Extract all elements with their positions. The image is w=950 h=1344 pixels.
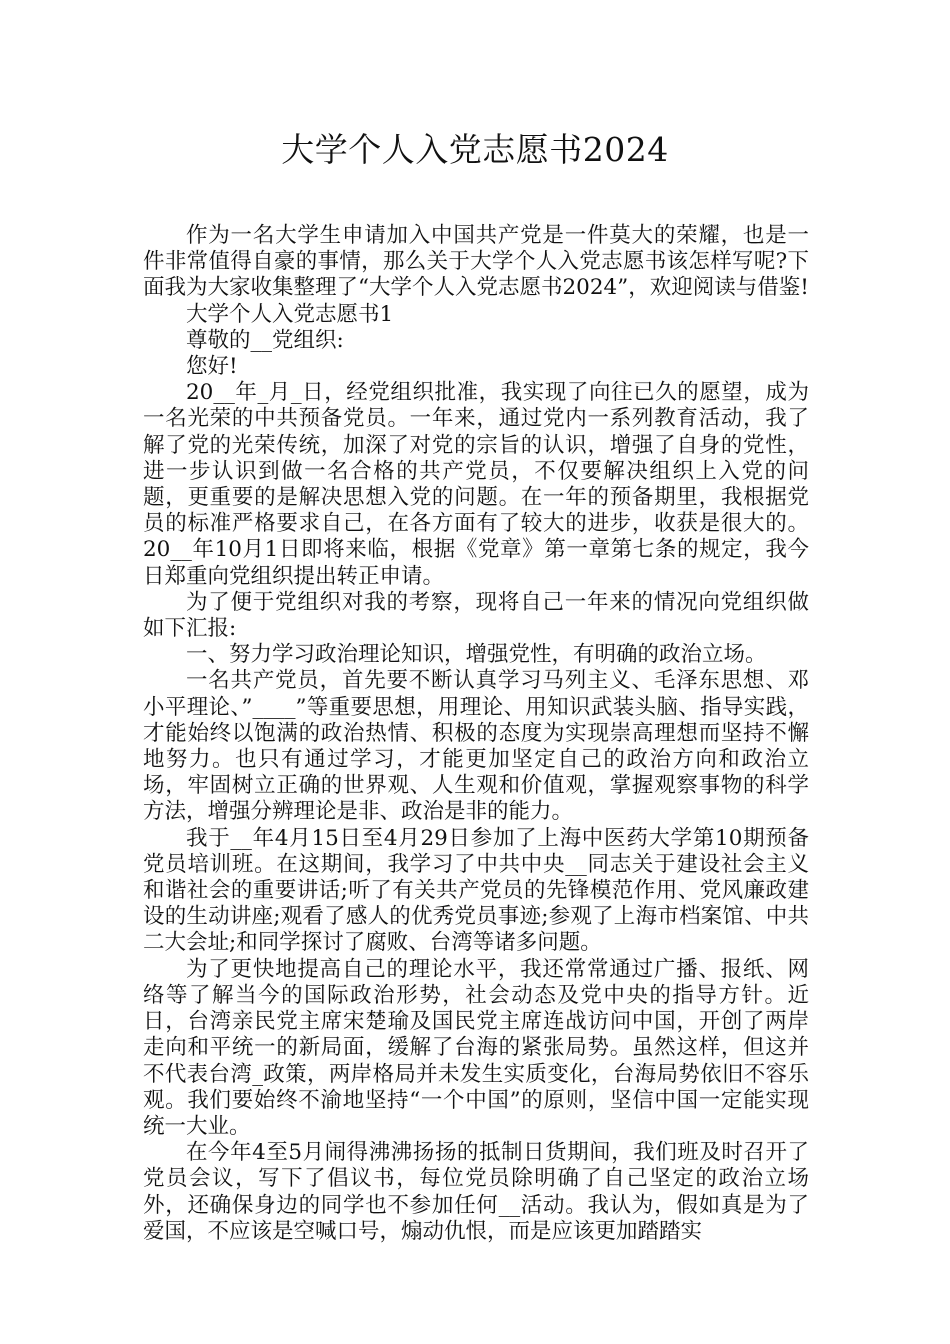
paragraph-heading-1: 大学个人入党志愿书1 xyxy=(186,301,394,327)
paragraph-body-4: 我于__年4月15日至4月29日参加了上海中医药大学第10期预备党员培训班。在这期间，我学习了中共中央__同志关于建设社会主义和谐社会的重要讲话;听了有关共产党员的先锋模范作用、党风廉政建设的生动讲座;观看了感人的优秀党员事迹;参观了上海市档案馆、中共二大会址;和同学探讨了腐败、台湾等诸多问题。 xyxy=(143,825,809,956)
document-title: 大学个人入党志愿书2024 xyxy=(281,130,669,169)
paragraph-intro: 作为一名大学生申请加入中国共产党是一件莫大的荣耀，也是一件非常值得自豪的事情，那么关于大学个人入党志愿书该怎样写呢?下面我为大家收集整理了“大学个人入党志愿书2024”，欢迎阅读与借鉴! xyxy=(143,223,809,301)
paragraph-body-6: 在今年4至5月闹得沸沸扬扬的抵制日货期间，我们班及时召开了党员会议，写下了倡议书，每位党员除明确了自己坚定的政治立场外，还确保身边的同学也不参加任何__活动。我认为，假如真是为了爱国，不应该是空喊口号，煽动仇恨，而是应该更加踏踏实 xyxy=(143,1140,809,1244)
paragraph-greeting: 您好! xyxy=(186,354,238,380)
paragraph-salutation: 尊敬的__党组织: xyxy=(186,327,344,353)
paragraph-body-3: 一名共产党员，首先要不断认真学习马列主义、毛泽东思想、邓小平理论、”____”等重要思想，用理论、用知识武装头脑、指导实践，才能始终以饱满的政治热情、积极的态度为实现崇高理想而坚持不懈地努力。也只有通过学习，才能更加坚定自己的政治方向和政治立场，牢固树立正确的世界观、人生观和价值观，掌握观察事物的科学方法，增强分辨理论是非、政治是非的能力。 xyxy=(143,668,809,825)
paragraph-body-5: 为了更快地提高自己的理论水平，我还常常通过广播、报纸、网络等了解当今的国际政治形势，社会动态及党中央的指导方针。近日，台湾亲民党主席宋楚瑜及国民党主席连战访问中国，开创了两岸走向和平统一的新局面，缓解了台海的紧张局势。虽然这样，但这并不代表台湾_政策，两岸格局并未发生实质变化，台海局势依旧不容乐观。我们要始终不渝地坚持“一个中国”的原则，坚信中国一定能实现统一大业。 xyxy=(143,956,809,1139)
paragraph-section-1: 一、努力学习政治理论知识，增强党性，有明确的政治立场。 xyxy=(186,642,767,668)
document-body xyxy=(143,223,809,1245)
paragraph-body-2: 为了便于党组织对我的考察，现将自己一年来的情况向党组织做如下汇报: xyxy=(143,589,809,642)
paragraph-body-1: 20__年_月_日，经党组织批准，我实现了向往已久的愿望，成为一名光荣的中共预备党员。一年来，通过党内一系列教育活动，我了解了党的光荣传统，加深了对党的宗旨的认识，增强了自身的党性，进一步认识到做一名合格的共产党员，不仅要解决组织上入党的问题，更重要的是解决思想入党的问题。在一年的预备期里，我根据党员的标准严格要求自己，在各方面有了较大的进步，收获是很大的。20__年10月1日即将来临，根据《党章》第一章第七条的规定，我今日郑重向党组织提出转正申请。 xyxy=(143,380,809,589)
